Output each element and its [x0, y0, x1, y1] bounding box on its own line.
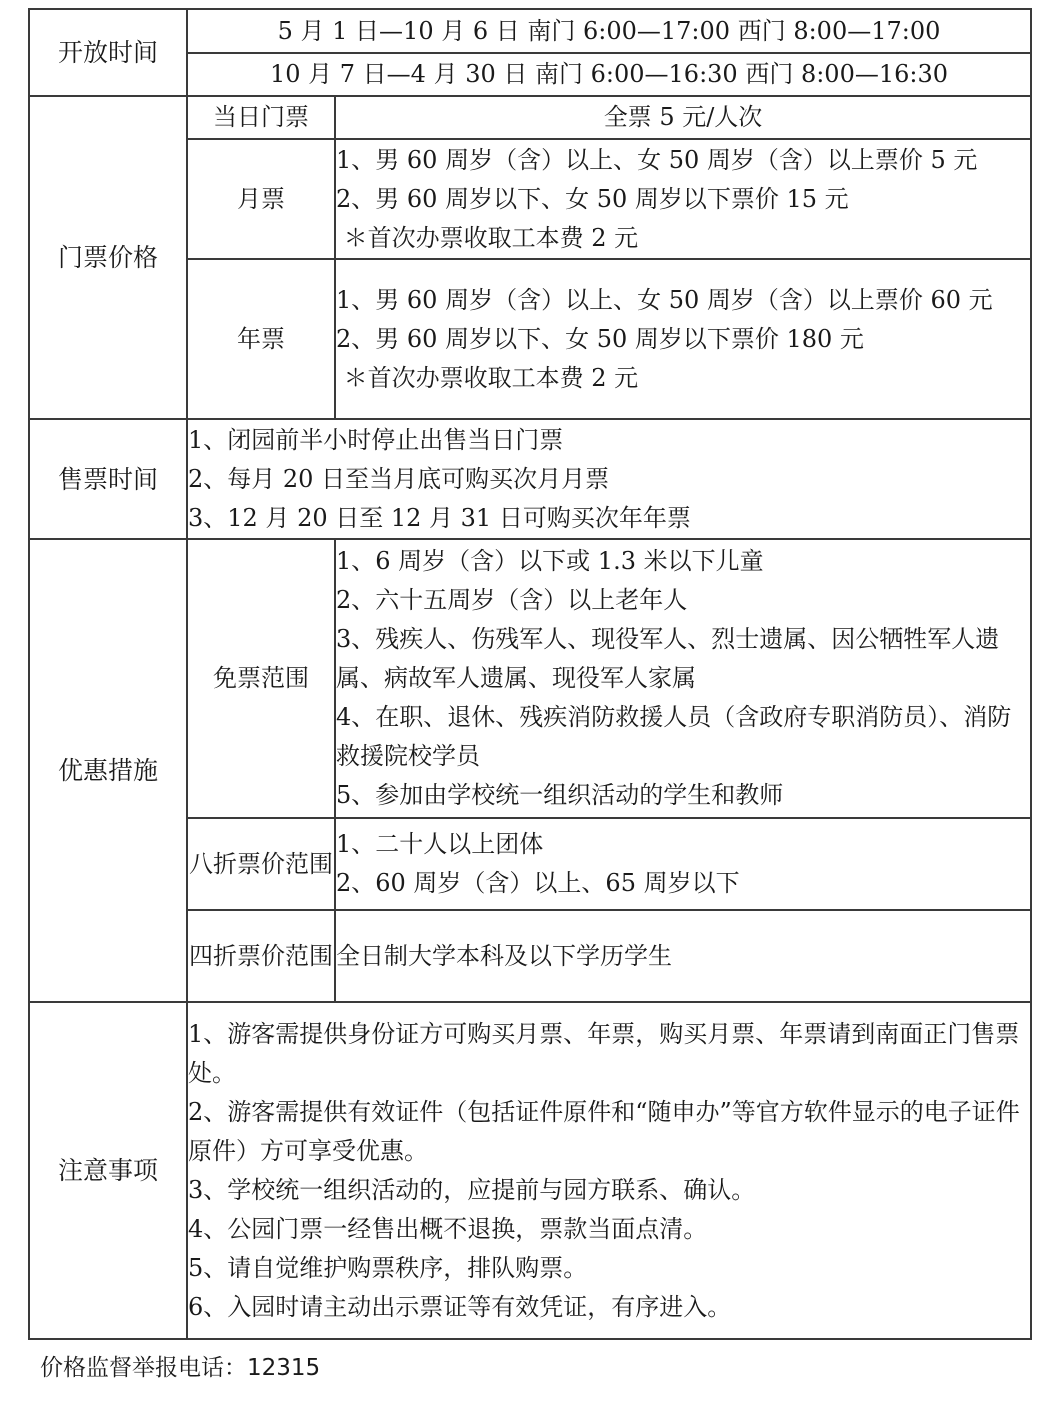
forty-percent-line: 全日制大学本科及以下学历学生 — [336, 941, 672, 970]
annual-ticket-label: 年票 — [187, 259, 335, 419]
note-line: 3、学校统一组织活动的，应提前与园方联系、确认。 — [188, 1175, 756, 1204]
sale-time-label: 售票时间 — [29, 419, 187, 539]
monthly-ticket-details — [335, 139, 1031, 259]
note-line: 4、公园门票一经售出概不退换，票款当面点清。 — [188, 1214, 708, 1243]
discounts-label: 优惠措施 — [29, 539, 187, 1002]
note-line: 2、游客需提供有效证件（包括证件原件和“随申办”等官方软件显示的电子证件原件）方可享受优惠。 — [188, 1097, 1020, 1165]
annual-ticket-line: 1、男 60 周岁（含）以上、女 50 周岁（含）以上票价 60 元 — [336, 285, 993, 314]
note-line: 6、入园时请主动出示票证等有效凭证，有序进入。 — [188, 1292, 732, 1321]
sale-time-details — [187, 419, 1031, 539]
annual-ticket-line: ＊首次办票收取工本费 2 元 — [336, 363, 639, 392]
note-line: 5、请自觉维护购票秩序，排队购票。 — [188, 1253, 588, 1282]
free-ticket-details — [335, 539, 1031, 818]
monthly-ticket-line: ＊首次办票收取工本费 2 元 — [336, 223, 639, 252]
sale-time-line: 1、闭园前半小时停止出售当日门票 — [188, 425, 564, 454]
monthly-ticket-line: 2、男 60 周岁以下、女 50 周岁以下票价 15 元 — [336, 184, 849, 213]
free-ticket-line: 5、参加由学校统一组织活动的学生和教师 — [336, 781, 784, 809]
notes-details — [187, 1002, 1031, 1339]
monthly-ticket-line: 1、男 60 周岁（含）以上、女 50 周岁（含）以上票价 5 元 — [336, 145, 978, 174]
ticket-prices-label: 门票价格 — [29, 96, 187, 419]
price-hotline: 价格监督举报电话：12315 — [40, 1355, 321, 1381]
monthly-ticket-label: 月票 — [187, 139, 335, 259]
day-ticket-value: 全票 5 元/人次 — [335, 96, 1031, 139]
free-ticket-label: 免票范围 — [187, 539, 335, 818]
opening-hours-row: 5 月 1 日—10 月 6 日 南门 6:00—17:00 西门 8:00—17:00 — [187, 9, 1031, 53]
notes-label: 注意事项 — [29, 1002, 187, 1339]
annual-ticket-details — [335, 259, 1031, 419]
day-ticket-label: 当日门票 — [187, 96, 335, 139]
opening-hours-row: 10 月 7 日—4 月 30 日 南门 6:00—16:30 西门 8:00—16:30 — [187, 53, 1031, 96]
ticket-info-table — [28, 8, 1032, 1340]
free-ticket-line: 2、六十五周岁（含）以上老年人 — [336, 586, 688, 614]
free-ticket-line: 3、残疾人、伤残军人、现役军人、烈士遗属、因公牺牲军人遗属、病故军人遗属、现役军人家属 — [336, 625, 1000, 692]
opening-hours-label: 开放时间 — [29, 9, 187, 96]
sale-time-line: 2、每月 20 日至当月底可购买次月月票 — [188, 464, 610, 493]
eighty-percent-label: 八折票价范围 — [187, 818, 335, 910]
eighty-percent-details — [335, 818, 1031, 910]
sale-time-line: 3、12 月 20 日至 12 月 31 日可购买次年年票 — [188, 503, 691, 532]
free-ticket-line: 1、6 周岁（含）以下或 1.3 米以下儿童 — [336, 547, 764, 575]
forty-percent-details — [335, 910, 1031, 1002]
free-ticket-line: 4、在职、退休、残疾消防救援人员（含政府专职消防员）、消防救援院校学员 — [336, 703, 1012, 770]
eighty-percent-line: 1、二十人以上团体 — [336, 830, 544, 858]
eighty-percent-line: 2、60 周岁（含）以上、65 周岁以下 — [336, 869, 740, 897]
annual-ticket-line: 2、男 60 周岁以下、女 50 周岁以下票价 180 元 — [336, 324, 864, 353]
forty-percent-label: 四折票价范围 — [187, 910, 335, 1002]
note-line: 1、游客需提供身份证方可购买月票、年票，购买月票、年票请到南面正门售票处。 — [188, 1019, 1020, 1087]
